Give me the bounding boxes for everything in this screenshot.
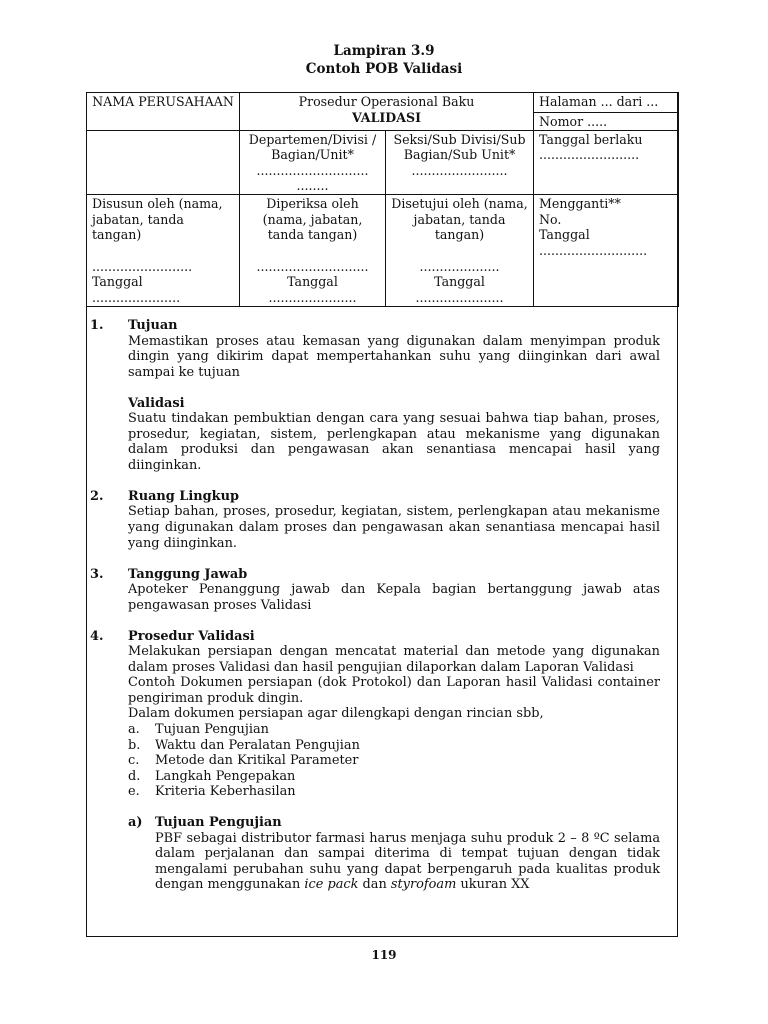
halaman-field: Halaman ... dari ... xyxy=(534,93,679,113)
mengganti-no: No. xyxy=(539,211,562,227)
ice-pack-term: ice pack xyxy=(304,877,359,893)
disetujui-dots: .................... xyxy=(419,258,500,274)
disusun-tanggal-dots: ...................... xyxy=(92,289,181,305)
seksi-cell xyxy=(386,130,534,194)
list-marker: c. xyxy=(128,753,140,769)
tanggal-berlaku-label: Tanggal berlaku xyxy=(539,131,643,147)
disusun-label: Disusun oleh (nama, jabatan, tanda tangan) xyxy=(92,195,223,243)
disetujui-label: Disetujui oleh (nama, jabatan, tanda tangan) xyxy=(391,195,528,243)
list-marker: a. xyxy=(128,722,140,738)
list-item xyxy=(128,722,660,738)
diperiksa-dots: ............................ xyxy=(256,258,369,274)
section-number: 2. xyxy=(90,488,104,504)
pob-title-cell xyxy=(240,93,534,131)
section-text: Apoteker Penanggung jawab dan Kepala bagian bertanggung jawab atas pengawasan proses Validasi xyxy=(128,582,660,613)
diperiksa-cell xyxy=(240,194,386,306)
pob-header-table xyxy=(86,92,679,307)
section-heading: Tanggung Jawab xyxy=(128,566,248,582)
company-name: NAMA PERUSAHAAN xyxy=(92,94,234,109)
diperiksa-tanggal-dots: ...................... xyxy=(268,289,357,305)
validasi-text: Suatu tindakan pembuktian dengan cara yang sesuai bahwa tiap bahan, proses, prosedur, kegiatan, sistem, perlengkapan atau mekanisme yang digunakan dalam produksi dan pengawasan akan senantiasa mencapai hasil yang diinginkan. xyxy=(128,411,660,473)
pob-name: VALIDASI xyxy=(352,109,421,125)
list-marker: d. xyxy=(128,768,141,784)
subsection-tujuan-pengujian xyxy=(128,815,660,893)
section-tanggung-jawab xyxy=(90,567,660,614)
section-heading: Prosedur Validasi xyxy=(128,628,255,644)
departemen-dots: ............................ ........ xyxy=(256,162,369,194)
mengganti-cell xyxy=(534,194,679,306)
list-item xyxy=(128,784,660,800)
section-ruang-lingkup xyxy=(90,489,660,551)
section-text: Dalam dokumen persiapan agar dilengkapi dengan rincian sbb, xyxy=(128,706,544,722)
tanggal-berlaku-dots: ......................... xyxy=(539,147,640,163)
document-body xyxy=(90,318,660,893)
list-item xyxy=(128,753,660,769)
disusun-dots: ......................... xyxy=(92,258,193,274)
mengganti-dots: ........................... xyxy=(539,242,648,258)
subsection-text: PBF sebagai distributor farmasi harus menjaga suhu produk 2 – 8 ºC selama dalam perjalanan dan sampai diterima di tempat tujuan dengan tidak mengalami perubahan suhu yang dapat berpengaruh pada kualitas produk dengan menggunakan ice pack dan styrofoam ukuran XX xyxy=(155,830,660,893)
departemen-cell xyxy=(240,130,386,194)
section-heading: Tujuan xyxy=(128,318,178,333)
pob-title: Prosedur Operasional Baku xyxy=(298,94,475,109)
validasi-heading: Validasi xyxy=(128,395,185,411)
section-tujuan xyxy=(90,318,660,473)
section-text: Melakukan persiapan dengan mencatat material dan metode yang digunakan dalam proses Validasi dan hasil pengujian dilaporkan dalam Laporan Validasi xyxy=(128,644,660,675)
seksi-label: Seksi/Sub Divisi/Sub Bagian/Sub Unit* xyxy=(393,131,526,163)
departemen-label: Departemen/Divisi / Bagian/Unit* xyxy=(248,131,377,163)
list-item-text: Tujuan Pengujian xyxy=(155,722,269,738)
section-text: Contoh Dokumen persiapan (dok Protokol) dan Laporan hasil Validasi container pengiriman produk dingin. xyxy=(128,675,660,706)
list-marker: b. xyxy=(128,737,141,753)
empty-cell xyxy=(87,130,240,194)
list-item-text: Waktu dan Peralatan Pengujian xyxy=(155,737,360,753)
list-item-text: Kriteria Keberhasilan xyxy=(155,784,296,800)
appendix-label: Lampiran 3.9 xyxy=(333,43,435,59)
list-marker: e. xyxy=(128,784,140,800)
disetujui-tanggal-dots: ...................... xyxy=(415,289,504,305)
section-text: Setiap bahan, proses, prosedur, kegiatan, sistem, perlengkapan atau mekanisme yang digunakan dalam proses dan pengawasan akan senantiasa mencapai hasil yang diinginkan. xyxy=(128,504,660,551)
list-item-text: Langkah Pengepakan xyxy=(155,768,296,784)
section-number: 1. xyxy=(90,318,104,333)
disetujui-tanggal: Tanggal xyxy=(434,274,485,290)
disusun-tanggal: Tanggal xyxy=(92,274,143,290)
list-item xyxy=(128,769,660,785)
document-title: Contoh POB Validasi xyxy=(305,61,463,77)
diperiksa-label: Diperiksa oleh (nama, jabatan, tanda tangan) xyxy=(262,195,363,243)
section-text: Memastikan proses atau kemasan yang digunakan dalam menyimpan produk dingin yang dikirim dapat mempertahankan suhu yang diinginkan dari awal sampai ke tujuan xyxy=(128,333,660,380)
page-number: 119 xyxy=(371,948,397,962)
section-number: 4. xyxy=(90,628,104,644)
nomor-field: Nomor ..... xyxy=(534,113,679,131)
mengganti-tanggal: Tanggal xyxy=(539,227,590,243)
section-number: 3. xyxy=(90,566,104,582)
list-item-text: Metode dan Kritikal Parameter xyxy=(155,753,359,769)
diperiksa-tanggal: Tanggal xyxy=(287,274,338,290)
section-prosedur-validasi xyxy=(90,629,660,893)
subsection-label: a) xyxy=(128,815,143,831)
disetujui-cell xyxy=(386,194,534,306)
mengganti-label: Mengganti** xyxy=(539,195,621,211)
seksi-dots: ........................ xyxy=(411,162,508,178)
section-heading: Ruang Lingkup xyxy=(128,488,239,504)
disusun-cell xyxy=(87,194,240,306)
styrofoam-term: styrofoam xyxy=(390,877,457,893)
company-cell xyxy=(87,93,240,131)
tanggal-berlaku-cell xyxy=(534,130,679,194)
subsection-heading: Tujuan Pengujian xyxy=(155,815,282,831)
list-item xyxy=(128,738,660,754)
